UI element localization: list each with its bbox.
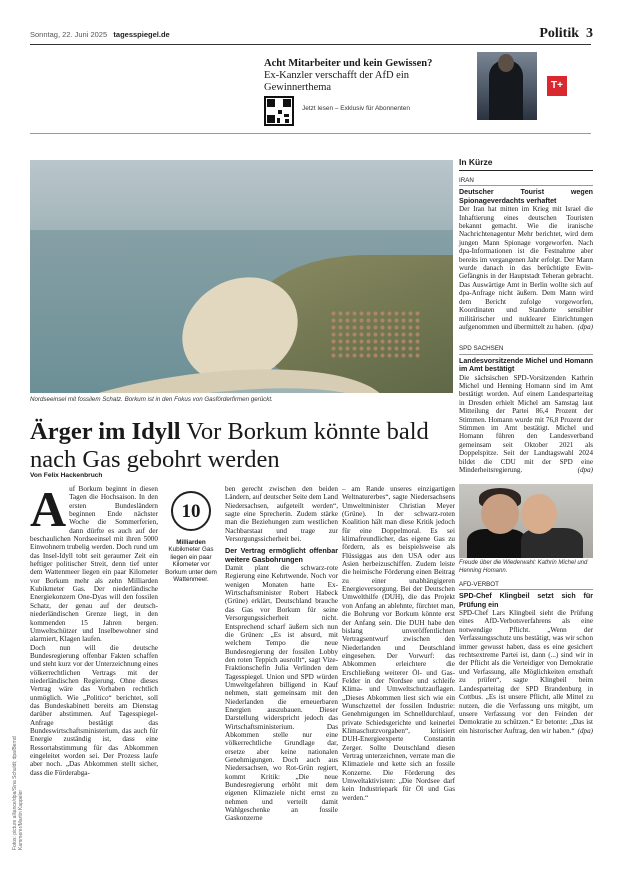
article-column-1 [30,481,158,777]
sidebar-in-kuerze [459,157,593,735]
news-source: (dpa) [577,466,593,474]
header-date: Sonntag, 22. Juni 2025 tagesspiegel.de [30,30,170,39]
teaser-note: Jetzt lesen – Exklusiv für Abonnenten [302,105,411,112]
news-headline: Landesvorsitzende Michel und Homann im Amt bestätigt [459,356,593,374]
news-text: Die sächsischen SPD-Vorsitzenden Kathrin Michel und Henning Homann sind im Amt bestätigt worden. Auf einem Landesparteitag in Dresden erhielt Michel am Samstag laut Mitteilung der Partei 86,4 Prozent der Stimmen. Homann wurde mit 76,8 Prozent der Stimmen im Amt bestätigt. Michel und Homann führen den Landesverband gemeinsam seit Oktober 2021 als Doppelspitze. Seit der Landtagswahl 2024 bildet die CDU mit der SPD eine Minderheitsregierung. [459,373,593,474]
site-name: tagesspiegel.de [113,30,170,39]
tplus-badge: T+ [547,76,567,96]
photo-credit: Fotos: picture alliance/dpa/Sina Schuldt; dpa/Bernd Kammerer/Martin Kappeler [12,736,24,850]
qr-code-icon[interactable] [264,96,294,126]
factbox-text: Kubikmeter Gas liegen ein paar Kilometer vor Borkum unter dem Wattenmeer. [165,546,217,583]
factbox [162,491,220,584]
article-text: Doch nun will die deutsche Bundesregierung offenbar Fakten schaffen und steht kurz vor der Unterzeichnung eines völkerrechtlichen Vertrags mit der niederländischen Regierung. Ohne dieses Vertrag wäre das Vorhaben rechtlich unmöglich. Wie „Politico“ berichtet, soll das Bundeskabinett bereits am Dienstag darüber abstimmen. Auf Tagesspiegel-Anfrage bestätigt das Bundeswirtschaftsministerium, das auch für Energie zuständig ist, dass eine Ressortabstimmung für das Abkommen eingeleitet worden sei. Der Prozess laufe aber noch. „Das Abkommen stellt sicher, dass die Förderabga- [30,643,158,777]
news-text: Der Iran hat mitten im Krieg mit Israel die Inhaftierung eines deutschen Touristen bekannt gemacht. Wie die iranische Nachrichtenagentur Mehr berichtet, wird dem jungen Mann Spionage vorgeworfen. Nach dpa-Informationen ist die Festnahme aber bereits im vergangenen Jahr erfolgt. Der Mann wurde danach in das berüchtigte Ewin-Gefängnis in der Hauptstadt Teheran gebracht. Das Auswärtige Amt in Berlin wollte sich auf dpa-Anfrage nicht äußern. Dem Mann wird dem Bericht zufolge vorgeworfen, Koordinaten und Standorte sensibler militärischer und nuklearer Einrichtungen aufgenommen und übermittelt zu haben. [459,205,593,331]
factbox-number: 10 [171,491,211,531]
borkum-aerial-photo [30,160,453,393]
header-divider [30,44,591,45]
article-text: Damit plant die schwarz-rote Regierung eine Kehrtwende. Noch vor wenigen Monaten hatte Ex-Wirtschaftsminister Robert Habeck (Grüne) erklärt, Deutschland brauche das Gas vor Borkum für seine Versorgungssicherheit nicht. Entsprechend scharf äußern sich nun die Grünen: „Es ist absurd, mit welchem Tempo die neue Bundesregierung der fossilen Lobby den roten Teppich ausrollt“, sagt Vize-Fraktionschefin Julia Verlinden dem Tagesspiegel. Union und SPD würden Umweltgefahren billigend in Kauf nehmen, statt gemeinsam mit den Niederlanden die erneuerbaren Energien auszubauen. Dieser Darstellung widerspricht jedoch das Wirtschaftsministerium. Das Abkommen stelle nur eine völkerrechtliche Grundlage dar, ersetze aber keine nationalen Genehmigungen. Doch auch aus Niedersachsen, wo Rot-Grün regiert, kommt Kritik: „Die neue Bundesregierung erhöht mit dem eigenen Klimaziele nicht ernst zu nehmen und verteilt damit Wahlgeschenke an fossile Gaskonzerne [225,564,338,823]
teaser-photo[interactable] [477,52,537,120]
news-headline: SPD-Chef Klingbeil setzt sich für Prüfung ein [459,592,593,609]
teaser-box[interactable] [264,58,454,112]
factbox-headline: Milliarden [176,539,206,546]
teaser-divider [30,133,591,134]
news-item [459,581,593,735]
section-label: Politik 3 [539,26,593,41]
teaser-title[interactable]: Acht Mitarbeiter und kein Gewissen? [264,58,433,69]
byline: Von Felix Hackenbruch [30,472,103,479]
news-source: (dpa) [577,726,593,735]
article-text: – am Rande unseres einzigartigen Weltnaturerbes“, sagte Niedersachsens Umweltminister Christian Meyer (Grüne). In der schwarz-roten Koalition hält man diese Kritik jedoch für eine Doppelmoral. Es sei klimafreundlicher, das eigene Gas zu fördern, als es beispielsweise als Flüssiggas aus den USA oder aus Asien herbeizuschiffen. Zudem leiste die heimische Förderung einen Beitrag zu einer unabhängigeren Energieversorgung. Bei der Deutschen Umwelthilfe (DUH), die das Projekt von Anfang an ablehnte, fürchtet man, die Bohrung vor Borkum könnte erst der Anfang sein. Die DUH habe den bislang unveröffentlichten Vertragsentwurf zwischen den Niederlanden und Deutschland eingesehen. Der Vorwurf: das Abkommen erleichtere die Erschließung weiterer Öl- und Gas-Felder in der Nordsee und schleife Klima- und Umweltschutzauflagen. „Dieses Abkommen liest sich wie ein Wunschzettel der fossilen Industrie: Genehmigungen im Schnelldurchlauf, private Schiedsgerichte und keinerlei Klimaschutzvorgaben“, kritisiert DUH-Energieexperte Constantin Zerger. Sollte Deutschland diesen Vertrag unterzeichnen, verrate man die Klimaziele und kette sich an fossile Konzerne. Die Förderung des Umweltaktivisten: „Die Nordsee darf kein Industriepark für Öl und Gas werden.“ [342,485,455,802]
news-item [459,177,593,331]
news-source: (dpa) [577,322,593,331]
michel-homann-photo [459,484,593,558]
sidebar-photo-caption: Freude über die Wiederwahl: Kathrin Michel und Henning Homann. [459,560,588,574]
article-column-3 [342,485,455,802]
news-headline: Deutscher Tourist wegen Spionageverdachts verhaftet [459,188,593,205]
subheading: Der Vertrag ermöglicht offenbar weitere Gasbohrungen [225,546,338,564]
news-text: SPD-Chef Lars Klingbeil sieht die Prüfung eines AfD-Verbotsverfahrens als eine notwendige Pflicht. „Wenn der Verfassungsschutz uns bestätigt, was wir schon immer gewusst haben, dass es eine gesichert rechtsextreme Partei ist, dann (...) sind wir in der Pflicht als die Verteidiger von Demokratie und Verfassung, alle Möglichkeiten ernsthaft zu prüfen“, sagte Klingbeil beim Landesparteitag der SPD Brandenburg in Cottbus. „Es ist unsere Pflicht, alle Mittel zu nutzen, die die Verfassung uns mitgibt, um unsere Verfassung vor den Feinden der Demokratie zu schützen.“ Er betonte: „Das ist ein historischer Auftrag, den wir haben.“ [459,609,593,735]
photo-caption: Nordseeinsel mit fossilem Schatz. Borkum ist in den Fokus von Gasförderfirmen gerückt. [30,396,273,403]
dropcap: A [30,481,67,537]
sidebar-heading: In Kürze [459,157,593,171]
news-kicker: IRAN [459,177,593,186]
article-column-2 [225,485,338,823]
article-title: Ärger im Idyll Vor Borkum könnte bald nach Gas gebohrt werden [30,418,429,473]
article-text: uf Borkum beginnt in diesen Tagen die Hochsaison. In den ersten Bundesländern beginnen Ende nächster Woche die Sommerferien, dann dürfte es auch auf der beschaulichen Nordseeinsel mit ihren 5000 Einwohnern trubelig werden. Doch rund um das Insel-Idyll tobt seit geraumer Zeit ein heftiger politischer Streit, denn tief unter dem Wattenmeer liegen ein paar Kilometer vor Borkum mehr als zehn Milliarden Kubikmeter Gas. Der niederländische Energiekonzern One-Dyas will den fossilen Schatz, der genau auf der deutsch-niederländischen Grenze liegt, in den kommenden 15 Jahren bergen. Umweltschützer und Inselbewohner sind alarmiert, Klagen laufen. [30,485,158,644]
page-number: 3 [586,26,593,41]
teaser-subtitle[interactable]: Ex-Kanzler verschafft der AfD ein Gewinnerthema [264,70,409,93]
news-item [459,345,593,474]
news-kicker: AFD-VERBOT [459,581,593,590]
news-kicker: SPD SACHSEN [459,345,593,354]
article-text: ben gerecht zwischen den beiden Ländern, auf deutscher Seite dem Land Niedersachsen, aufgeteilt werden“, sagte eine Sprecherin. Zudem stärke man die Beziehungen zum westlichen Nachbarstaat und trage zur Versorgungssicherheit bei. [225,485,338,544]
